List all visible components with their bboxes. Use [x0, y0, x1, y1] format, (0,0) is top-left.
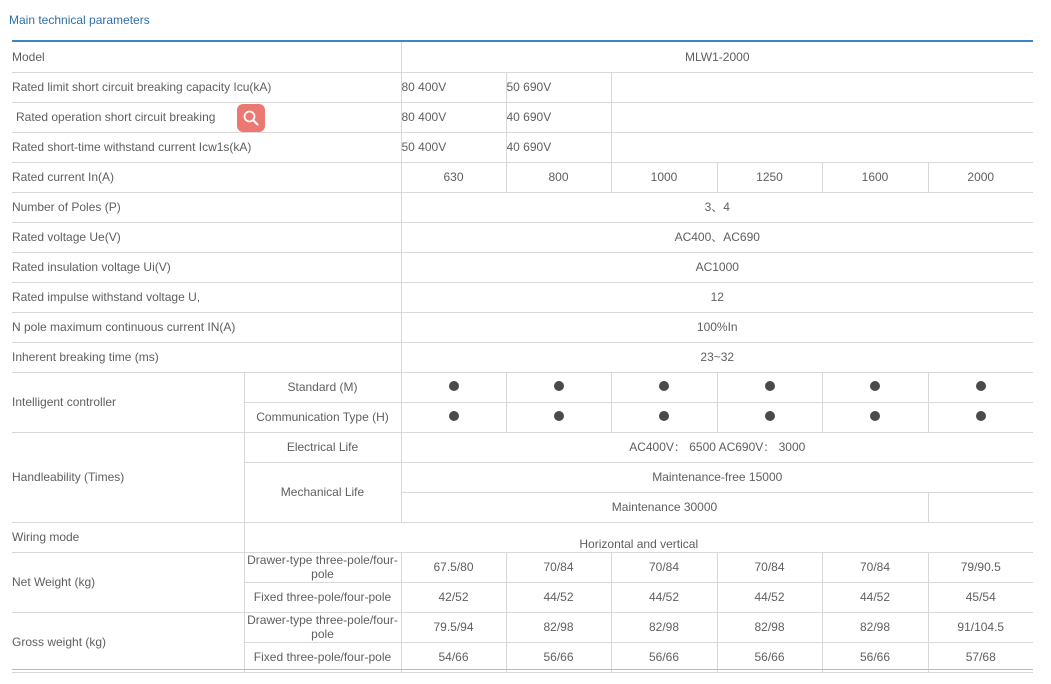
cell-value: 56/66	[717, 642, 822, 672]
cell-value: 40 690V	[506, 102, 611, 132]
row-label: Rated impulse withstand voltage U,	[12, 282, 401, 312]
cell-value: 44/52	[717, 582, 822, 612]
page-title: Main technical parameters	[9, 13, 150, 27]
row-label: Rated voltage Ue(V)	[12, 222, 401, 252]
search-button[interactable]	[237, 104, 265, 132]
table-row-net-drawer	[12, 552, 1033, 582]
table-row-icu	[12, 72, 1033, 102]
cell-value: 91/104.5	[928, 612, 1033, 642]
row-label: Rated short-time withstand current Icw1s(kA)	[12, 132, 401, 162]
filled-dot-icon	[449, 381, 459, 391]
cell-value: 630	[401, 162, 506, 192]
cell-value: 23~32	[401, 342, 1033, 372]
row-label: Rated insulation voltage Ui(V)	[12, 252, 401, 282]
row-label: Rated operation short circuit breaking	[12, 102, 401, 132]
table-row-current	[12, 162, 1033, 192]
cell-value: Maintenance-free 15000	[401, 462, 1033, 492]
dot-cell	[928, 402, 1033, 432]
cell-value: 100%In	[401, 312, 1033, 342]
dot-cell	[717, 402, 822, 432]
cell-value: 12	[401, 282, 1033, 312]
cell-value: 70/84	[506, 552, 611, 582]
cell-value: AC400V： 6500 AC690V： 3000	[401, 432, 1033, 462]
sub-label: Standard (M)	[244, 372, 401, 402]
filled-dot-icon	[765, 381, 775, 391]
dot-cell	[401, 372, 506, 402]
cell-value: 3、4	[401, 192, 1033, 222]
cell-value: AC1000	[401, 252, 1033, 282]
cell-value: 45/54	[928, 582, 1033, 612]
row-label: N pole maximum continuous current IN(A)	[12, 312, 401, 342]
cell-value: 82/98	[611, 612, 717, 642]
cell-value: 70/84	[822, 552, 928, 582]
table-row-impulse	[12, 282, 1033, 312]
table-row-controller-standard	[12, 372, 1033, 402]
dot-cell	[611, 402, 717, 432]
table-row-gross-drawer	[12, 612, 1033, 642]
sub-label: Drawer-type three-pole/four-pole	[244, 612, 401, 642]
cell-value: AC400、AC690	[401, 222, 1033, 252]
row-label: Gross weight (kg)	[12, 612, 244, 672]
footer-rule	[12, 669, 1033, 670]
sub-label: Electrical Life	[244, 432, 401, 462]
cell-value: 57/68	[928, 642, 1033, 672]
dot-cell	[822, 402, 928, 432]
cell-value: 44/52	[506, 582, 611, 612]
model-value: MLW1-2000	[401, 42, 1033, 72]
row-label: Intelligent controller	[12, 372, 244, 432]
dot-cell	[401, 402, 506, 432]
filled-dot-icon	[659, 411, 669, 421]
table-row-npole	[12, 312, 1033, 342]
filled-dot-icon	[870, 411, 880, 421]
cell-value: 54/66	[401, 642, 506, 672]
cell-value: 44/52	[611, 582, 717, 612]
table-row-breaking-time	[12, 342, 1033, 372]
cell-value: 2000	[928, 162, 1033, 192]
table-row-voltage	[12, 222, 1033, 252]
cell-value: 42/52	[401, 582, 506, 612]
row-label: Net Weight (kg)	[12, 552, 244, 612]
cell-value: 40 690V	[506, 132, 611, 162]
cell-value: 56/66	[506, 642, 611, 672]
table-row-icw	[12, 132, 1033, 162]
row-label: Number of Poles (P)	[12, 192, 401, 222]
table-row-poles	[12, 192, 1033, 222]
cell-value: 800	[506, 162, 611, 192]
filled-dot-icon	[765, 411, 775, 421]
empty-cell	[611, 72, 1033, 102]
cell-value: 1250	[717, 162, 822, 192]
cell-value: 50 690V	[506, 72, 611, 102]
dot-cell	[611, 372, 717, 402]
table-row-electrical-life	[12, 432, 1033, 462]
cell-value: 82/98	[822, 612, 928, 642]
empty-cell	[928, 492, 1033, 522]
sub-label: Fixed three-pole/four-pole	[244, 582, 401, 612]
filled-dot-icon	[554, 411, 564, 421]
cell-value: 70/84	[611, 552, 717, 582]
table-row-insulation	[12, 252, 1033, 282]
row-label: Rated current In(A)	[12, 162, 401, 192]
filled-dot-icon	[870, 381, 880, 391]
cell-value: 80 400V	[401, 102, 506, 132]
empty-cell	[611, 102, 1033, 132]
row-label: Wiring mode	[12, 522, 244, 552]
dot-cell	[928, 372, 1033, 402]
table-row-ics	[12, 102, 1033, 132]
cell-value: 70/84	[717, 552, 822, 582]
dot-cell	[717, 372, 822, 402]
sub-label: Fixed three-pole/four-pole	[244, 642, 401, 672]
dot-cell	[506, 402, 611, 432]
row-label: Model	[12, 42, 401, 72]
cell-value: 1600	[822, 162, 928, 192]
cell-value: 56/66	[822, 642, 928, 672]
cell-value: 79/90.5	[928, 552, 1033, 582]
dot-cell	[822, 372, 928, 402]
sub-label: Mechanical Life	[244, 462, 401, 522]
table-row-model	[12, 42, 1033, 72]
sub-label: Communication Type (H)	[244, 402, 401, 432]
cell-value: 67.5/80	[401, 552, 506, 582]
filled-dot-icon	[659, 381, 669, 391]
empty-cell	[611, 132, 1033, 162]
cell-value: Horizontal and vertical	[244, 522, 1033, 552]
row-label: Handleability (Times)	[12, 432, 244, 522]
row-label: Rated limit short circuit breaking capacity Icu(kA)	[12, 72, 401, 102]
cell-value: 82/98	[717, 612, 822, 642]
cell-value: 1000	[611, 162, 717, 192]
filled-dot-icon	[449, 411, 459, 421]
cell-value: 80 400V	[401, 72, 506, 102]
search-icon	[243, 110, 259, 126]
cell-value: 79.5/94	[401, 612, 506, 642]
cell-value: 44/52	[822, 582, 928, 612]
filled-dot-icon	[976, 381, 986, 391]
cell-value: 50 400V	[401, 132, 506, 162]
technical-parameters-table	[12, 42, 1033, 673]
cell-value: 82/98	[506, 612, 611, 642]
table-row-wiring	[12, 522, 1033, 552]
sub-label: Drawer-type three-pole/four-pole	[244, 552, 401, 582]
dot-cell	[506, 372, 611, 402]
row-label: Inherent breaking time (ms)	[12, 342, 401, 372]
filled-dot-icon	[976, 411, 986, 421]
cell-value: 56/66	[611, 642, 717, 672]
cell-value: Maintenance 30000	[401, 492, 928, 522]
filled-dot-icon	[554, 381, 564, 391]
